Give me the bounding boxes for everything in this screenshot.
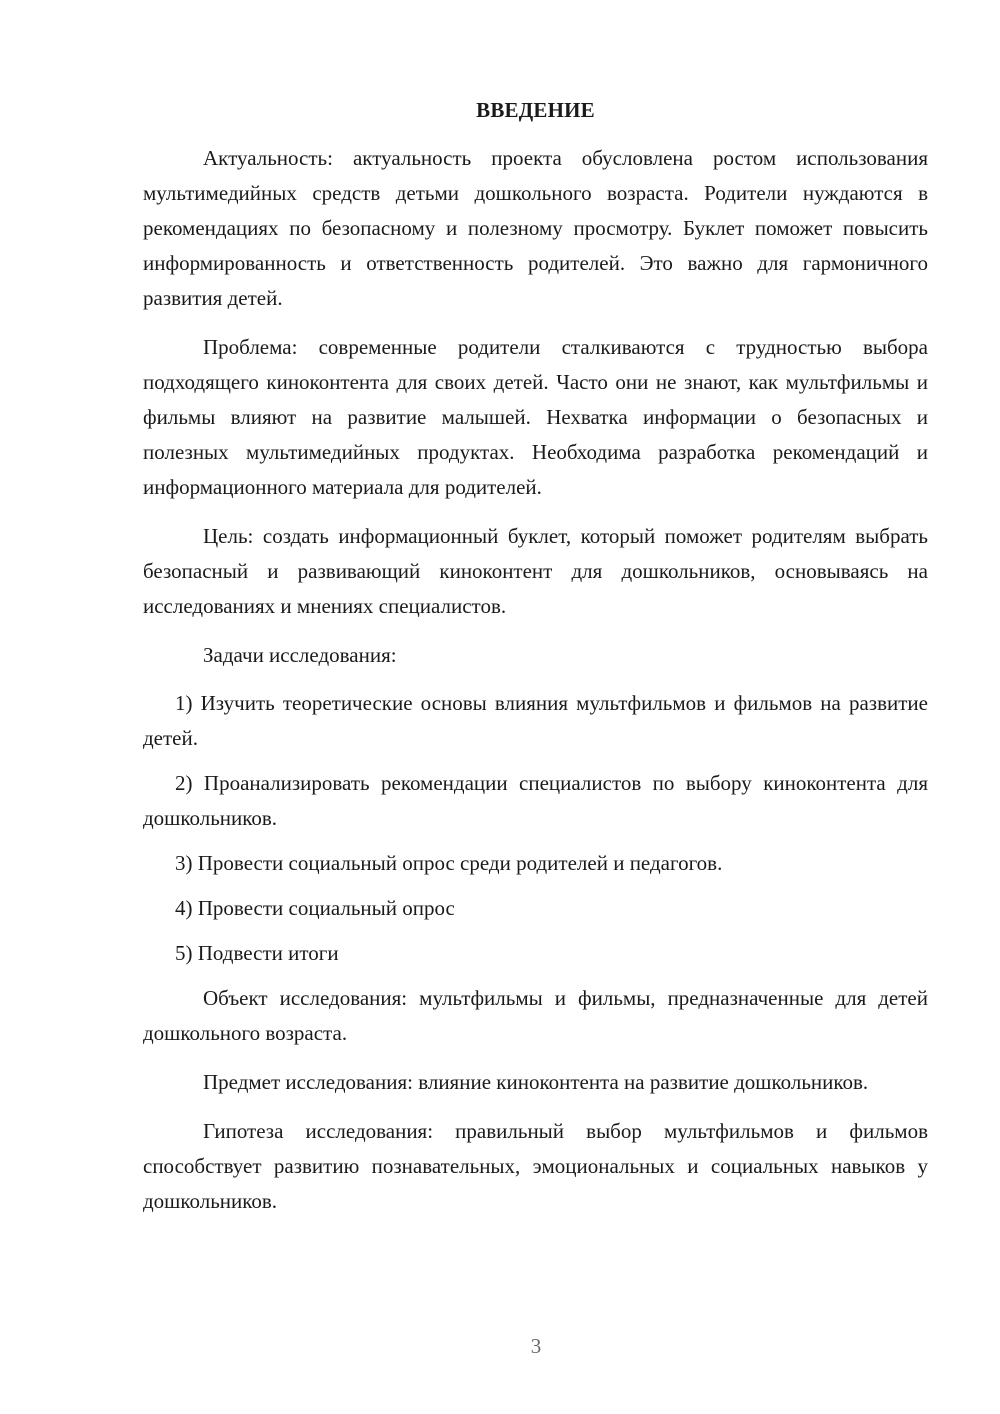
section-title: ВВЕДЕНИЕ	[476, 98, 595, 122]
task-item-3: 3) Провести социальный опрос среди родителей и педагогов.	[175, 851, 723, 875]
task-item-5: 5) Подвести итоги	[175, 941, 339, 965]
task-item-1: 1) Изучить теоретические основы влияния мультфильмов и фильмов на развитие детей.	[143, 691, 928, 750]
task-item-2: 2) Проанализировать рекомендации специалистов по выбору киноконтента для дошкольников.	[143, 771, 928, 830]
subject-paragraph: Предмет исследования: влияние киноконтента на развитие дошкольников.	[203, 1070, 869, 1094]
object-paragraph: Объект исследования: мультфильмы и фильмы, предназначенные для детей дошкольного возраста.	[143, 986, 928, 1045]
relevance-paragraph: Актуальность: актуальность проекта обусловлена ростом использования мультимедийных средств детьми дошкольного возраста. Родители нуждаются в рекомендациях по безопасному и полезному просмотру. Буклет поможет повысить информированность и ответственность родителей. Это важно для гармоничного развития детей.	[143, 146, 928, 310]
document-page	[143, 93, 928, 1233]
tasks-list	[143, 686, 928, 971]
goal-paragraph: Цель: создать информационный буклет, который поможет родителям выбрать безопасный и развивающий киноконтент для дошкольников, основываясь на исследованиях и мнениях специалистов.	[143, 524, 928, 618]
problem-paragraph: Проблема: современные родители сталкиваются с трудностью выбора подходящего киноконтента для своих детей. Часто они не знают, как мультфильмы и фильмы влияют на развитие малышей. Нехватка информации о безопасных и полезных мультимедийных продуктах. Необходима разработка рекомендаций и информационного материала для родителей.	[143, 335, 928, 499]
tasks-label: Задачи исследования:	[203, 643, 397, 667]
page-number: 3	[530, 1334, 542, 1358]
task-item-4: 4) Провести социальный опрос	[175, 896, 455, 920]
hypothesis-paragraph: Гипотеза исследования: правильный выбор мультфильмов и фильмов способствует развитию познавательных, эмоциональных и социальных навыков у дошкольников.	[143, 1119, 928, 1213]
